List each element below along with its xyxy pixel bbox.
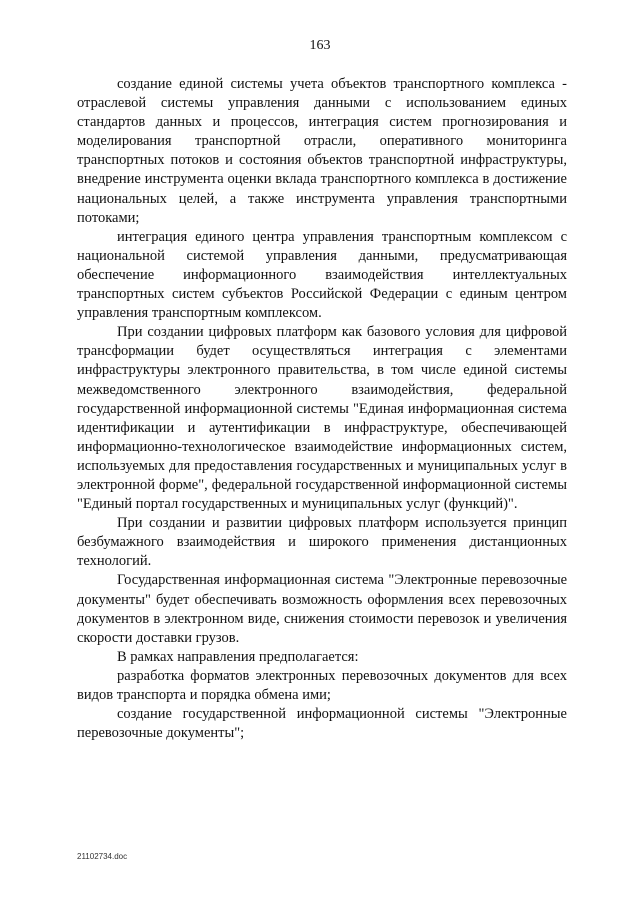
paragraph: разработка форматов электронных перевозочных документов для всех видов транспорта и порядка обмена ими;: [77, 667, 567, 703]
paragraph: При создании цифровых платформ как базового условия для цифровой трансформации будет осуществляться интеграция с элементами инфраструктуры электронного правительства, в том числе единой системы межведомственного электронного взаимодействия, федеральной государственной информационной системы "Единая информационная система идентификации и аутентификации в инфраструктуре, обеспечивающей информационно-технологическое взаимодействие информационных систем, используемых для предоставления государственных и муниципальных услуг в электронной форме", федеральной государственной информационной системы "Единый портал государственных и муниципальных услуг (функций)".: [77, 324, 567, 513]
document-file-id: 21102734.doc: [77, 852, 128, 861]
document-body: [77, 75, 567, 743]
paragraph: При создании и развитии цифровых платформ используется принцип безбумажного взаимодействия и широкого применения дистанционных технологий.: [77, 515, 567, 570]
paragraph: В рамках направления предполагается:: [117, 648, 359, 665]
paragraph: создание государственной информационной системы "Электронные перевозочные документы";: [77, 706, 567, 742]
paragraph: Государственная информационная система "Электронные перевозочные документы" будет обеспечивать возможность оформления всех перевозочных документов в электронном виде, снижения стоимости перевозок и увеличения скорости доставки грузов.: [77, 572, 567, 646]
page-number: 163: [309, 38, 331, 53]
paragraph: интеграция единого центра управления транспортным комплексом с национальной системой управления данными, предусматривающая обеспечение информационного взаимодействия интеллектуальных транспортных систем субъектов Российской Федерации с единым центром управления транспортным комплексом.: [77, 228, 567, 322]
paragraph: создание единой системы учета объектов транспортного комплекса - отраслевой системы управления данными с использованием единых стандартов данных и процессов, интеграция систем прогнозирования и моделирования транспортной отрасли, оперативного мониторинга транспортных потоков и состояния объектов транспортной инфраструктуры, внедрение инструмента оценки вклада транспортного комплекса в достижение национальных целей, а также инструмента управления транспортными потоками;: [77, 76, 567, 226]
